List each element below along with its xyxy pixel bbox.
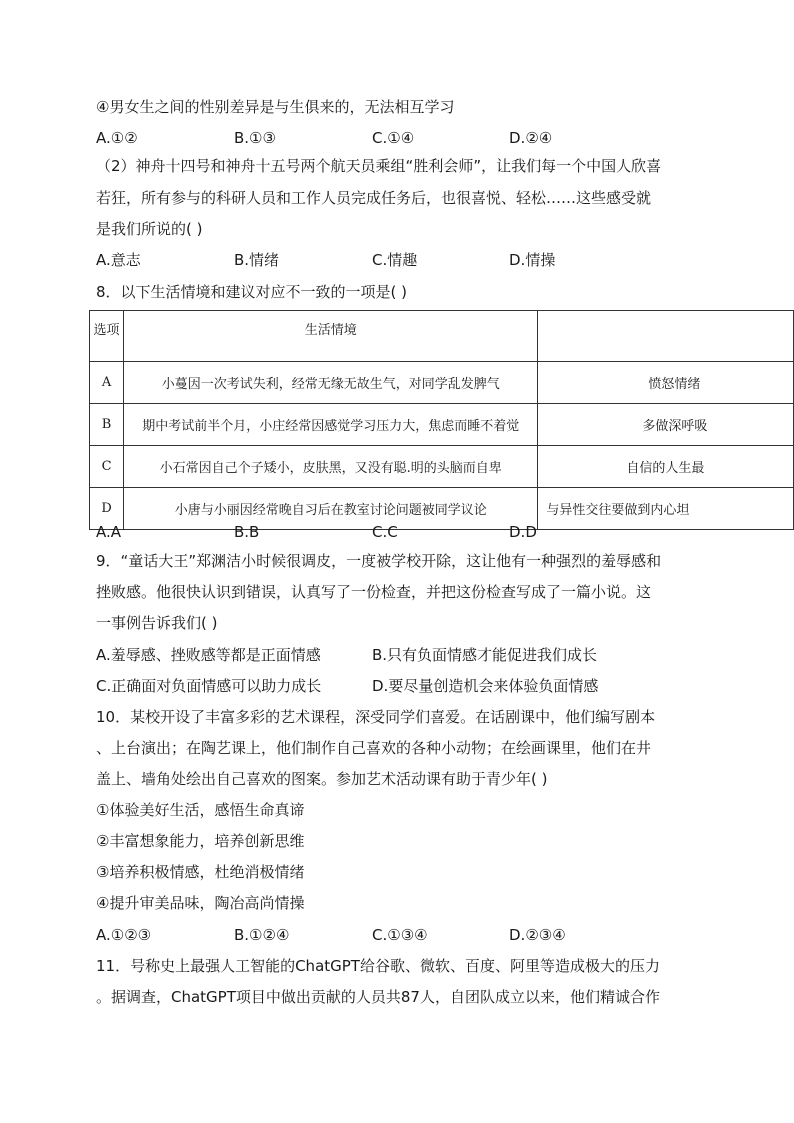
q10-line-1: 10．某校开设了丰富多彩的艺术课程，深受同学们喜爱。在话剧课中，他们编写剧本: [96, 708, 656, 726]
q8-table: [89, 310, 794, 530]
cell-scenario: 期中考试前半个月，小庄经常因感觉学习压力大，焦虑而睡不着觉: [124, 404, 538, 446]
q7-sub2-line-2: 若狂，所有参与的科研人员和工作人员完成任务后，也很喜悦、轻松……这些感受就: [96, 189, 652, 207]
q9-option-c: C.正确面对负面情感可以助力成长: [96, 677, 322, 695]
q7-item-4: ④男女生之间的性别差异是与生俱来的，无法相互学习: [96, 98, 455, 116]
cell-advice: 自信的人生最: [538, 446, 794, 488]
q11-line-1: 11．号称史上最强人工智能的ChatGPT给谷歌、微软、百度、阿里等造成极大的压力: [96, 957, 660, 975]
q10-item-2: ②丰富想象能力，培养创新思维: [96, 832, 305, 850]
q7-option-c: C.①④: [372, 129, 415, 147]
q10-item-1: ①体验美好生活，感悟生命真谛: [96, 801, 305, 819]
header-advice: [538, 311, 794, 362]
q10-option-a: A.①②③: [96, 926, 152, 944]
table-header-row: [90, 311, 794, 362]
q7-option-d: D.②④: [509, 129, 553, 147]
q8-option-b: B.B: [234, 523, 260, 541]
q11-line-2: 。据调查，ChatGPT项目中做出贡献的人员共87人，自团队成立以来，他们精诚合作: [96, 988, 660, 1006]
q10-line-2: 、上台演出；在陶艺课上，他们制作自己喜欢的各种小动物；在绘画课里，他们在井: [96, 739, 652, 757]
cell-scenario: 小唐与小丽因经常晚自习后在教室讨论问题被同学议论: [124, 488, 538, 530]
q9-line-1: 9．“童话大王”郑渊洁小时候很调皮，一度被学校开除，这让他有一种强烈的羞辱感和: [96, 552, 662, 570]
cell-scenario: 小蔓因一次考试失利，经常无缘无故生气，对同学乱发脾气: [124, 362, 538, 404]
cell-advice: 多做深呼吸: [538, 404, 794, 446]
cell-advice: 愤怒情绪: [538, 362, 794, 404]
q10-item-3: ③培养积极情感，杜绝消极情绪: [96, 863, 305, 881]
q10-line-3: 盖上、墙角处绘出自己喜欢的图案。参加艺术活动课有助于青少年( ): [96, 770, 548, 788]
table-row: [90, 404, 794, 446]
table-row: [90, 488, 794, 530]
q7-sub2-line-1: （2）神舟十四号和神舟十五号两个航天员乘组“胜利会师”，让我们每一个中国人欣喜: [96, 157, 662, 175]
q9-option-b: B.只有负面情感才能促进我们成长: [372, 646, 598, 664]
cell-option: C: [90, 446, 124, 488]
q10-option-c: C.①③④: [372, 926, 428, 944]
q10-option-d: D.②③④: [509, 926, 566, 944]
q8-option-d: D.D: [509, 523, 537, 541]
q10-option-b: B.①②④: [234, 926, 290, 944]
q10-item-4: ④提升审美品味，陶冶高尚情操: [96, 894, 305, 912]
q9-line-2: 挫败感。他很快认识到错误，认真写了一份检查，并把这份检查写成了一篇小说。这: [96, 583, 652, 601]
q9-line-3: 一事例告诉我们( ): [96, 614, 218, 632]
q7-sub2-option-d: D.情操: [509, 251, 556, 269]
q7-sub2-option-c: C.情趣: [372, 251, 418, 269]
q7-sub2-option-b: B.情绪: [234, 251, 280, 269]
table-row: [90, 362, 794, 404]
q8-stem: 8．以下生活情境和建议对应不一致的一项是( ): [96, 283, 408, 301]
cell-scenario: 小石常因自己个子矮小，皮肤黑，又没有聪.明的头脑而自卑: [124, 446, 538, 488]
header-scenario: 生活情境: [124, 311, 538, 362]
q7-sub2-option-a: A.意志: [96, 251, 141, 269]
q7-sub2-line-3: 是我们所说的( ): [96, 220, 203, 238]
cell-option: D: [90, 488, 124, 530]
cell-option: A: [90, 362, 124, 404]
q7-option-b: B.①③: [234, 129, 276, 147]
q8-option-a: A.A: [96, 523, 122, 541]
cell-option: B: [90, 404, 124, 446]
q8-option-c: C.C: [372, 523, 398, 541]
q7-option-a: A.①②: [96, 129, 138, 147]
q9-option-a: A.羞辱感、挫败感等都是正面情感: [96, 646, 321, 664]
table-row: [90, 446, 794, 488]
q9-option-d: D.要尽量创造机会来体验负面情感: [372, 677, 599, 695]
header-option: 选项: [90, 311, 124, 362]
cell-advice: 与异性交往要做到内心坦: [538, 488, 794, 530]
